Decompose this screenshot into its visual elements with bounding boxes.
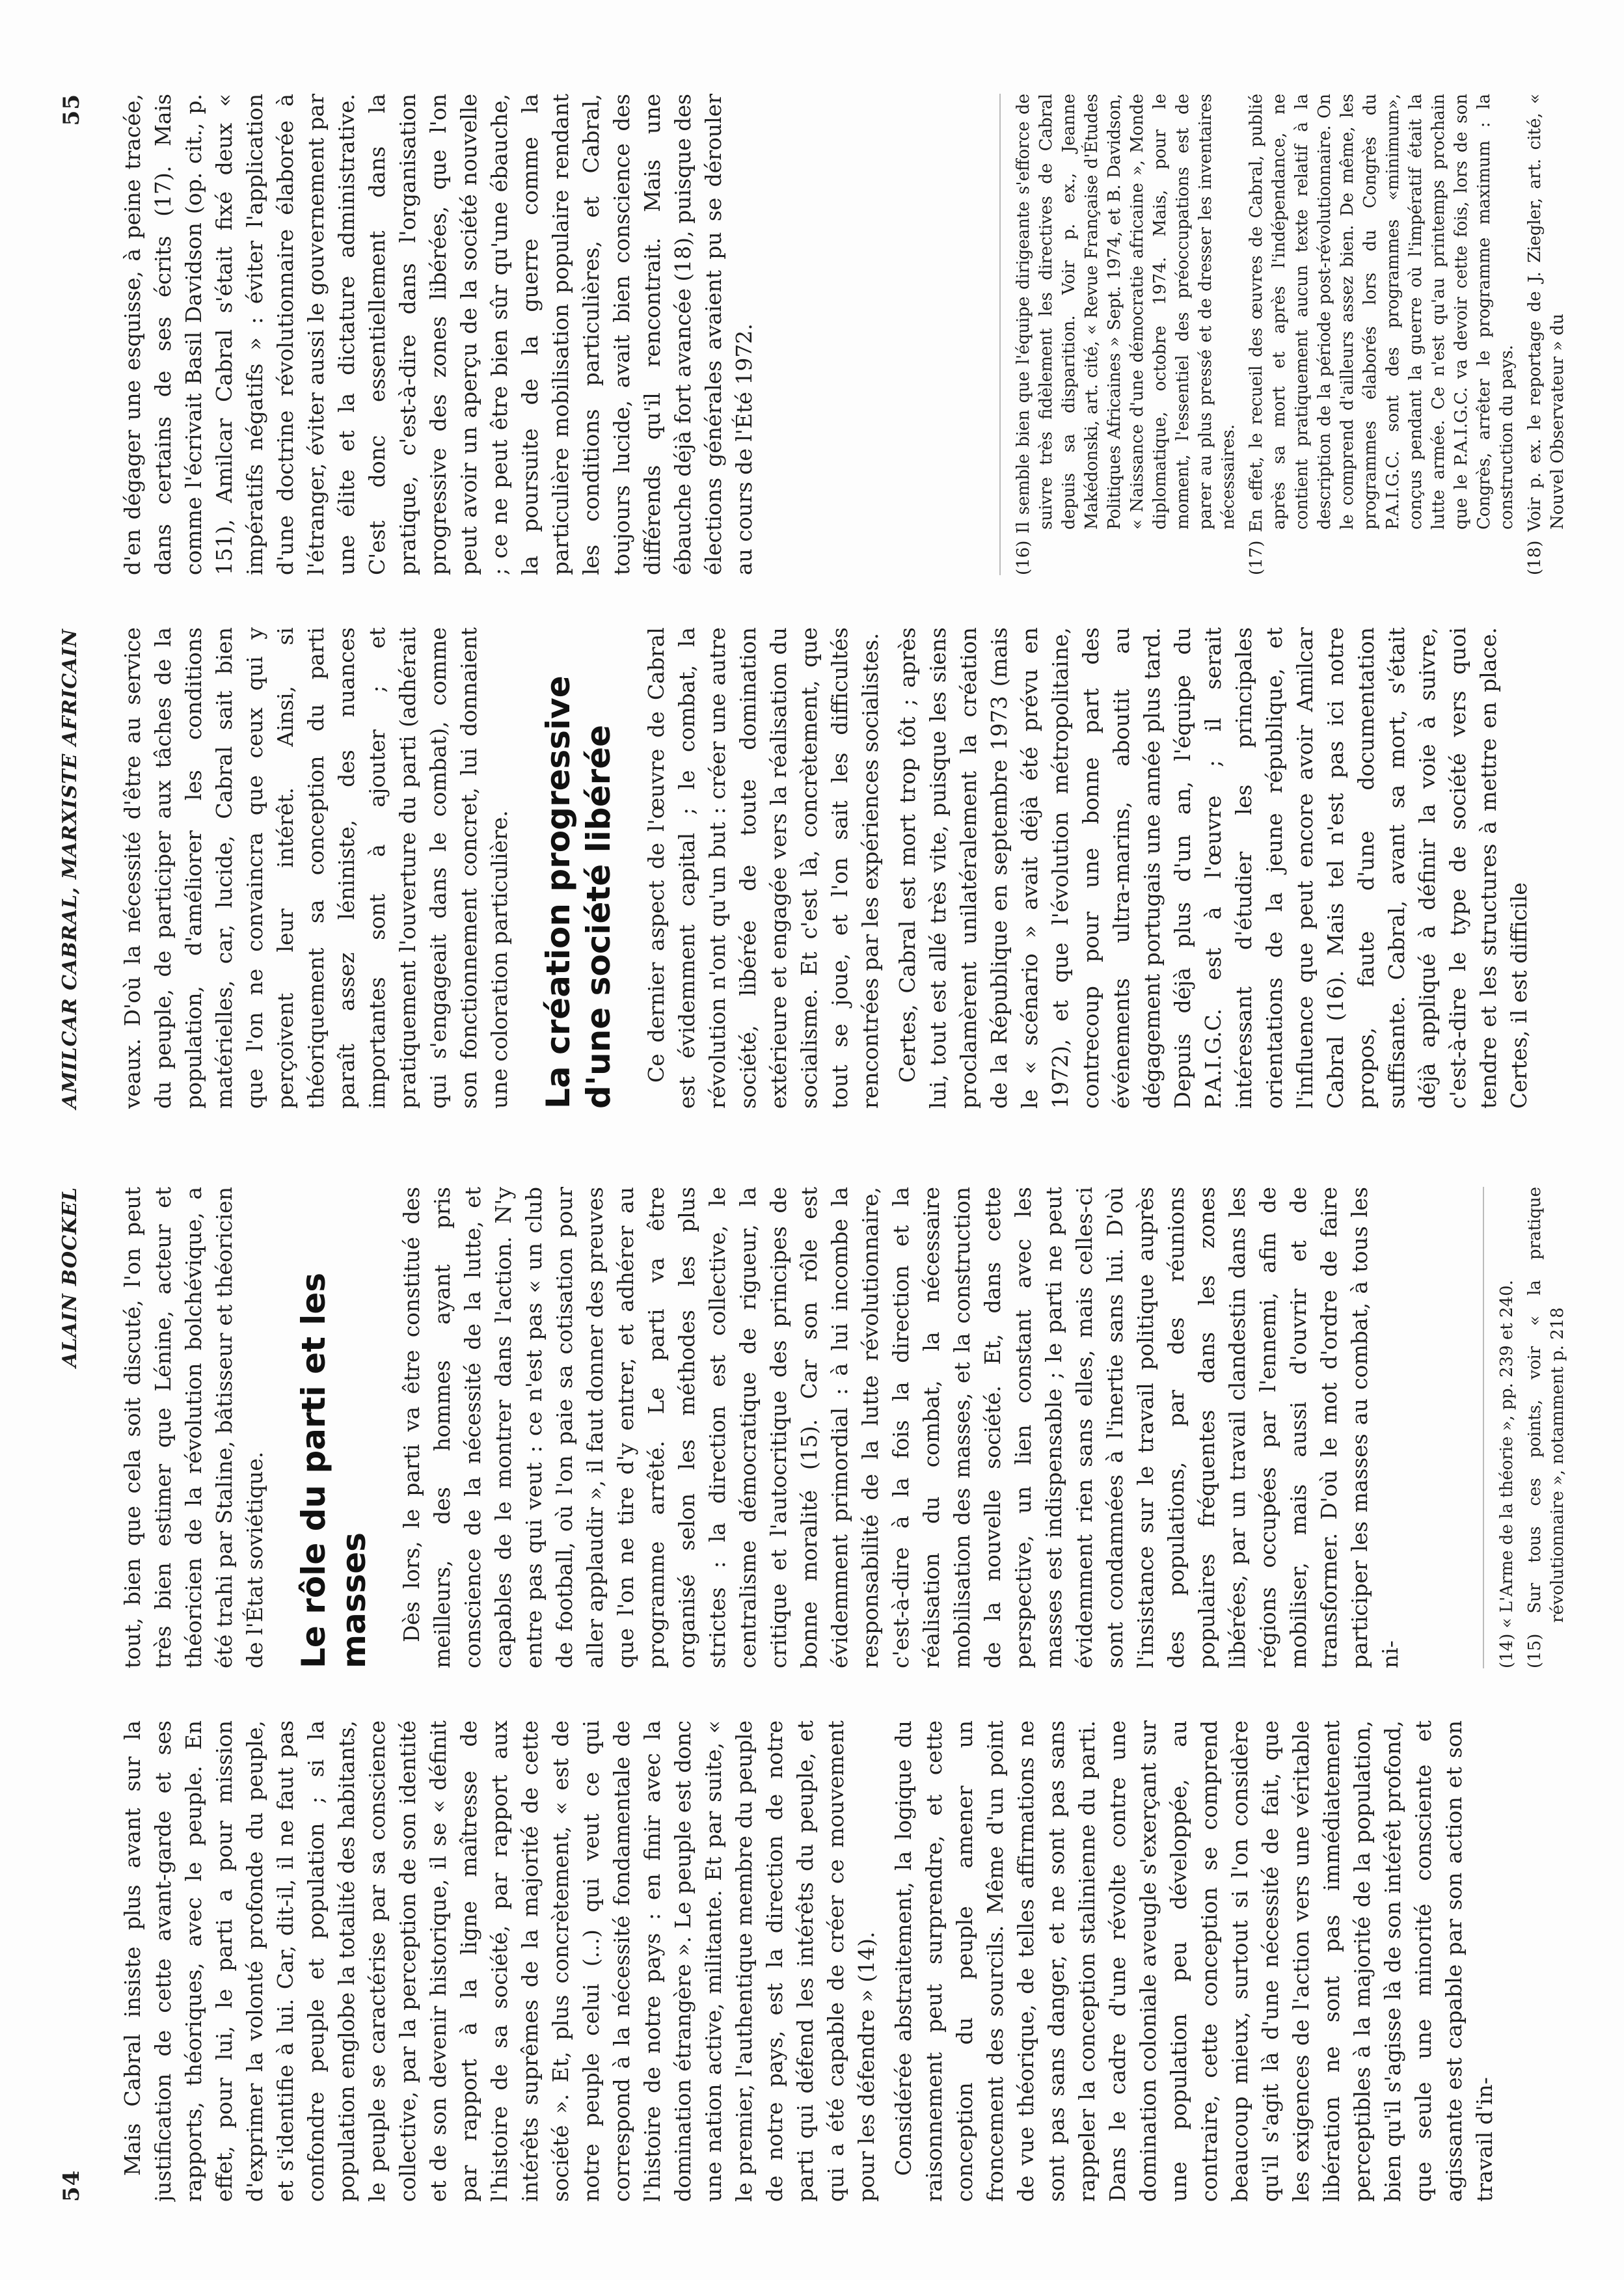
footnotes-left bbox=[1483, 1187, 1575, 1668]
left-page-column-2 bbox=[117, 1187, 1575, 1668]
right-page bbox=[59, 94, 1575, 1109]
paragraph: Considérée abstraitement, la logique du raisonnement peut surprendre, et cette conception du peuple amener un froncement des sourcils. Même d'un point de vue théorique, de telles affirmations ne sont pas sans danger, et ne sont pas sans rappeler la conception stalinienne du parti. Dans le cadre d'une révolte contre une domination coloniale aveugle s'exerçant sur une population peu développée, au contraire, cette conception se comprend beaucoup mieux, surtout si l'on considère qu'il s'agit là d'une nécessité de fait, que les exigences de l'action vers une véritable libération ne sont pas immédiatement perceptibles à la majorité de la population, bien qu'il s'agisse là de son intérêt profond, que seule une minorité consciente et agissante est capable par son action et son travail d'in- bbox=[891, 1720, 1497, 2202]
footnotes-right bbox=[999, 94, 1575, 575]
section-heading: La création progressive d'une société libérée bbox=[539, 675, 617, 1109]
right-page-column-2 bbox=[117, 94, 1575, 575]
page-number-left: 54 bbox=[59, 2169, 85, 2202]
footnote: (17) En effet, le recueil des œuvres de Cabral, publié après sa mort et après l'indépendance, ne contient pratiquement aucun texte relatif à la description de la période post-révolutionnaire. On le comprend d'ailleurs assez bien. De même, les programmes élaborés lors du Congrès du P.A.I.G.C. sont des programmes «minimum», conçus pendant la guerre où l'impératif était la lutte armée. Ce n'est qu'au printemps prochain que le P.A.I.G.C. va devoir cette fois, lors de son Congrès, arrêter le programme maximum : la construction du pays. bbox=[1247, 94, 1517, 575]
running-head-title-left: ALAIN BOCKEL bbox=[59, 1187, 81, 1368]
running-head-title-right: AMILCAR CABRAL, MARXISTE AFRICAIN bbox=[59, 628, 81, 1109]
running-head-right bbox=[59, 94, 98, 1109]
paragraph: Certes, Cabral est mort trop tôt ; après lui, tout est allé très vite, puisque les siens proclamèrent unilatéralement la création de la République en septembre 1973 (mais le « scénario » avait déjà été prévu en 1972), et que l'évolution métropolitaine, contrecoup pour une bonne part des événements ultra-marins, aboutit au dégagement portugais une année plus tard. Depuis déjà plus d'un an, l'équipe du P.A.I.G.C. est à l'œuvre ; il serait intéressant d'étudier les principales orientations de la jeune république, et l'influence que peut encore avoir Amilcar Cabral (16). Mais tel n'est pas ici notre propos, faute d'une documentation suffisante. Cabral, avant sa mort, s'était déjà appliqué à définir la voie à suivre, c'est-à-dire le type de société vers quoi tendre et les structures à mettre en place. Certes, il est difficile bbox=[895, 627, 1532, 1109]
page-number-right: 55 bbox=[59, 94, 85, 126]
paragraph: d'en dégager une esquisse, à peine tracée, dans certains de ses écrits (17). Mais comme l'écrivait Basil Davidson (op. cit., p. 151), Amilcar Cabral s'était fixé deux « impératifs négatifs » : éviter l'application d'une doctrine révolutionnaire élaborée à l'étranger, éviter aussi le gouvernement par une élite et la dictature administrative. C'est donc essentiellement dans la pratique, c'est-à-dire dans l'organisation progressive des zones libérées, que l'on peut avoir un aperçu de la société nouvelle ; ce ne peut être bien sûr qu'une ébauche, la poursuite de la guerre comme la particulière mobilisation populaire rendant les conditions particulières, et Cabral, toujours lucide, avait bien conscience des différends qu'il rencontrait. Mais une ébauche déjà fort avancée (18), puisque des élections générales avaient pu se dérouler au cours de l'Été 1972. bbox=[120, 94, 757, 575]
footnote: (15) Sur tous ces points, voir « la pratique révolutionnaire », notamment p. 218 bbox=[1525, 1187, 1567, 1668]
paragraph: tout, bien que cela soit discuté, l'on peut très bien estimer que Lénine, acteur et théoricien de la révolution bolchévique, a été trahi par Staline, bâtisseur et théoricien de l'État soviétique. bbox=[120, 1187, 267, 1668]
right-page-column-1 bbox=[117, 627, 1575, 1109]
paragraph: Ce dernier aspect de l'œuvre de Cabral est évidemment capital ; le combat, la révolution n'ont qu'un but : créer une autre société, libérée de toute domination extérieure et engagée vers la réalisation du socialisme. Et c'est là, concrètement, que tout se joue, et l'on sait les difficultés rencontrées par les expériences socialistes. bbox=[643, 627, 883, 1109]
paragraph: Mais Cabral insiste plus avant sur la justification de cette avant-garde et ses rapports, théoriques, avec le peuple. En effet, pour lui, le parti a pour mission d'exprimer la volonté profonde du peuple, et s'identifie à lui. Car, dit-il, il ne faut pas confondre peuple et population ; si la population englobe la totalité des habitants, le peuple se caractérise par sa conscience collective, par la perception de son identité et de son devenir historique, il se « définit par rapport à la ligne maîtresse de l'histoire de sa société, par rapport aux intérêts suprêmes de la majorité de cette société ». Et, plus concrètement, « est de notre peuple celui (...) qui veut ce qui correspond à la nécessité fondamentale de l'histoire de notre pays : en finir avec la domination étrangère ». Le peuple est donc une nation active, militante. Et par suite, « le premier, l'authentique membre du peuple de notre pays, est la direction de notre parti qui défend les intérêts du peuple, et qui a été capable de créer ce mouvement pour les défendre » (14). bbox=[120, 1720, 879, 2202]
paragraph: veaux. D'où la nécessité d'être au service du peuple, de participer aux tâches de la population, d'améliorer les conditions matérielles, car, lucide, Cabral sait bien que l'on ne convaincra que ceux qui y perçoivent leur intérêt. Ainsi, si théoriquement sa conception du parti paraît assez léniniste, des nuances importantes sont à ajouter ; et pratiquement l'ouverture du parti (adhérait qui s'engageait dans le combat), comme son fonctionnement concret, lui donnaient une coloration particulière. bbox=[120, 627, 512, 1109]
footnote: (14) « L'Arme de la théorie », pp. 239 et 240. bbox=[1497, 1280, 1517, 1668]
footnote: (18) Voir p. ex. le reportage de J. Ziegler, art. cité, « Nouvel Observateur » du bbox=[1525, 94, 1567, 575]
paragraph: Dès lors, le parti va être constitué des meilleurs, des hommes ayant pris conscience de la nécessité de la lutte, et capables de le montrer dans l'action. N'y entre pas qui veut : ce n'est pas « un club de football, où l'on paie sa cotisation pour aller applaudir », il faut donner des preuves que l'on ne tire d'y entrer, et adhérer au programme arrêté. Le parti va être organisé selon les méthodes les plus strictes : la direction est collective, le centralisme démocratique de rigueur, la critique et l'autocritique des principes de bonne moralité (15). Car son rôle est évidemment primordial : à lui incombe la responsabilité de la lutte révolutionnaire, c'est-à-dire à la fois la direction et la réalisation du combat, la nécessaire mobilisation des masses, et la construction de la nouvelle société. Et, dans cette perspective, un lien constant avec les masses est indispensable ; le parti ne peut évidemment rien sans elles, mais celles-ci sont condamnées à l'inertie sans lui. D'où l'insistance sur le travail politique auprès des populations, par des réunions populaires fréquentes dans les zones libérées, par un travail clandestin dans les régions occupées par l'ennemi, afin de mobiliser, mais aussi d'ouvrir et de transformer. D'où le mot d'ordre de faire participer les masses au combat, à tous les ni- bbox=[399, 1187, 1403, 1668]
section-heading: Le rôle du parti et les masses bbox=[295, 1272, 373, 1668]
left-page-column-1 bbox=[117, 1720, 1575, 2202]
left-page bbox=[59, 1187, 1575, 2202]
footnote: (16) Il semble bien que l'équipe dirigeante s'efforce de suivre très fidèlement les directives de Cabral depuis sa disparition. Voir p. ex., Jeanne Makédonski, art. cité, « Revue Française d'Études Politiques Africaines » Sept. 1974, et B. Davidson, « Naissance d'une démocratie africaine », Monde diplomatique, octobre 1974. Mais, pour le moment, l'essentiel des préoccupations est de parer au plus pressé et de dresser les inventaires nécessaires. bbox=[1014, 94, 1238, 575]
running-head-left bbox=[59, 1187, 98, 2202]
